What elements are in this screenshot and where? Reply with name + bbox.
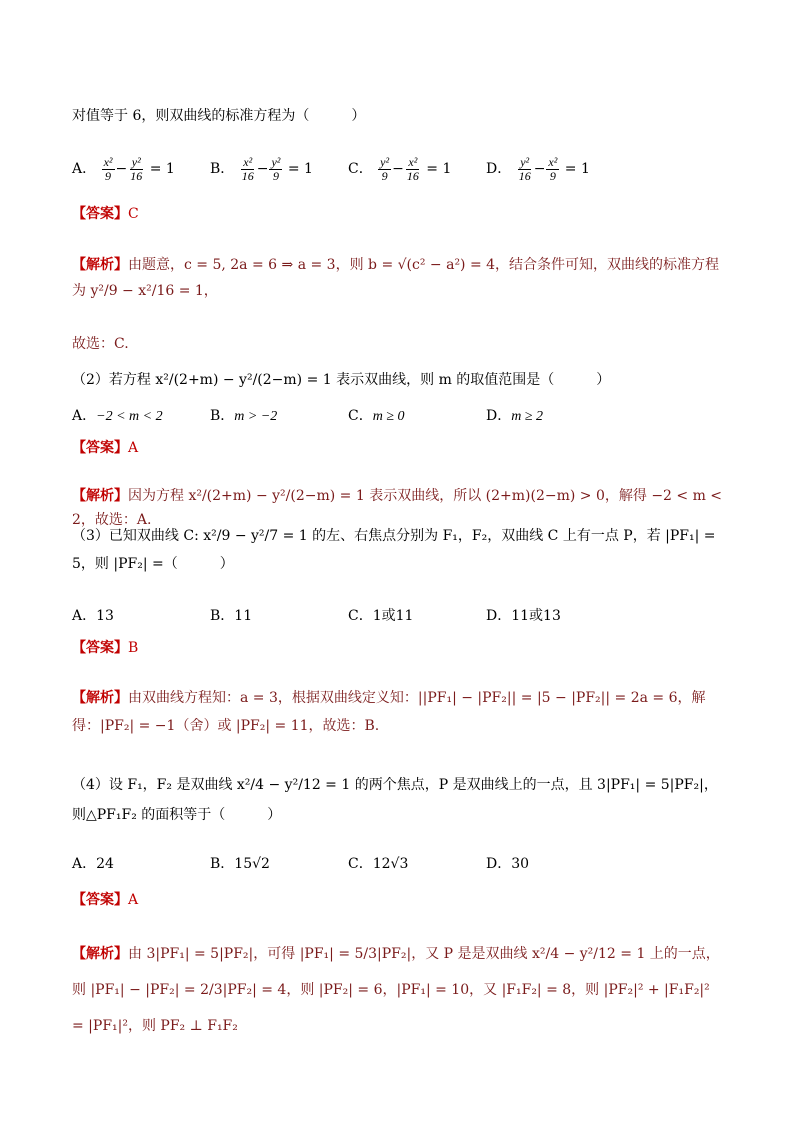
- q3-analysis: 【解析】由双曲线方程知：a = 3，根据双曲线定义知：||PF₁| − |PF₂|| = |5 − |PF₂|| = 2a = 6，解得：|PF₂| = −1（舍）或 |PF₂| = 11，故选：B.: [72, 690, 706, 734]
- q1-conclusion: 故选：C.: [72, 336, 129, 352]
- q1-answer-value: C: [128, 206, 139, 222]
- q4-option-d: D．30: [486, 856, 530, 872]
- q3-stem-text: （3）已知双曲线 C: x²/9 − y²/7 = 1 的左、右焦点分别为 F₁，F₂，双曲线 C 上有一点 P，若 |PF₁| = 5，则 |PF₂| =（ ）: [72, 528, 716, 572]
- q1-option-c: C． $\frac{\text{y²}}{9}$ − $\frac{\text{x²}}{16}$ = 1: [348, 154, 452, 183]
- q3-option-d: D．11或13: [486, 608, 561, 624]
- q2-option-b: B．m > −2: [210, 408, 278, 424]
- q3-answer: 【答案】B: [72, 640, 139, 656]
- q4-analysis-text: 由 3|PF₁| = 5|PF₂|，可得 |PF₁| = 5/3|PF₂|，又 P 是是双曲线 x²/4 − y²/12 = 1 上的一点，则 |PF₁| − |PF₂| = 2/3|PF₂| = 4，则 |PF₂| = 6，|PF₁| = 10，又 |F₁F₂| = 8，则 |PF₂|² + |F₁F₂|² = |PF₁|²，则 PF₂ ⊥ F₁F₂: [72, 946, 720, 1034]
- q1-options: [72, 154, 724, 184]
- q2-stem: [72, 368, 724, 392]
- q4-stem-text: （4）设 F₁，F₂ 是双曲线 x²/4 − y²/12 = 1 的两个焦点，P 是双曲线上的一点，且 3|PF₁| = 5|PF₂|，则△PF₁F₂ 的面积等于（ ）: [72, 777, 718, 823]
- q3-option-b: B．11: [210, 608, 253, 624]
- q2-analysis-text: 因为方程 x²/(2+m) − y²/(2−m) = 1 表示双曲线，所以 (2+m)(2−m) > 0，解得 −2 < m < 2，故选：A.: [72, 488, 723, 528]
- analysis-tag: 【解析】: [72, 257, 128, 273]
- q2-option-d: D．m ≥ 2: [486, 408, 544, 424]
- q2-answer: 【答案】A: [72, 440, 139, 456]
- q4-option-c: C．12√3: [348, 856, 409, 872]
- q2-option-a: A．−2 < m < 2: [72, 408, 163, 424]
- q2-stem-text: （2）若方程 x²/(2+m) − y²/(2−m) = 1 表示双曲线，则 m 的取值范围是（ ）: [72, 372, 611, 388]
- q2-options: [72, 404, 724, 429]
- q1-answer: [72, 202, 724, 226]
- q1-stem: [72, 104, 724, 128]
- q3-option-c: C．1或11: [348, 608, 414, 624]
- q4-answer: 【答案】A: [72, 892, 139, 908]
- q4-stem: [72, 770, 724, 830]
- q2-analysis: 【解析】因为方程 x²/(2+m) − y²/(2−m) = 1 表示双曲线，所以 (2+m)(2−m) > 0，解得 −2 < m < 2，故选：A.: [72, 488, 723, 528]
- q2-option-c: C．m ≥ 0: [348, 408, 405, 424]
- q1-analysis-text: 由题意，c = 5, 2a = 6 ⇒ a = 3，则 b = √(c² − a²) = 4，结合条件可知，双曲线的标准方程为 y²/9 − x²/16 = 1，: [72, 257, 720, 299]
- q1-option-d: D． $\frac{\text{y²}}{16}$ − $\frac{\text{x²}}{9}$ = 1: [486, 154, 590, 183]
- q3-analysis-text: 由双曲线方程知：a = 3，根据双曲线定义知：||PF₁| − |PF₂|| = |5 − |PF₂|| = 2a = 6，解得：|PF₂| = −1（舍）或 |PF₂| = 11，故选：B.: [72, 690, 706, 734]
- q1-analysis: [72, 252, 724, 304]
- q4-options: [72, 852, 724, 876]
- q3-options: [72, 604, 724, 628]
- q3-option-a: A．13: [72, 608, 114, 624]
- q3-stem: [72, 522, 724, 578]
- q4-option-a: A．24: [72, 856, 114, 872]
- q4-answer-value: A: [128, 892, 139, 908]
- q1-option-b: B． $\frac{\text{x²}}{16}$ − $\frac{\text{y²}}{9}$ = 1: [210, 154, 313, 183]
- q4-option-b: B．15√2: [210, 856, 270, 872]
- q1-stem-text: 对值等于 6，则双曲线的标准方程为（ ）: [72, 108, 366, 124]
- q4-analysis: 【解析】由 3|PF₁| = 5|PF₂|，可得 |PF₁| = 5/3|PF₂|，又 P 是是双曲线 x²/4 − y²/12 = 1 上的一点，则 |PF₁| − |PF₂| = 2/3|PF₂| = 4，则 |PF₂| = 6，|PF₁| = 10，又 |F₁F₂| = 8，则 |PF₂|² + |F₁F₂|² = |PF₁|²，则 PF₂ ⊥ F₁F₂: [72, 946, 720, 1034]
- q2-answer-value: A: [128, 440, 139, 456]
- answer-tag: 【答案】: [72, 206, 128, 222]
- q1-option-a: A． $\frac{\text{x²}}{9}$ − $\frac{\text{y²}}{16}$ = 1: [72, 154, 175, 183]
- q3-answer-value: B: [128, 640, 139, 656]
